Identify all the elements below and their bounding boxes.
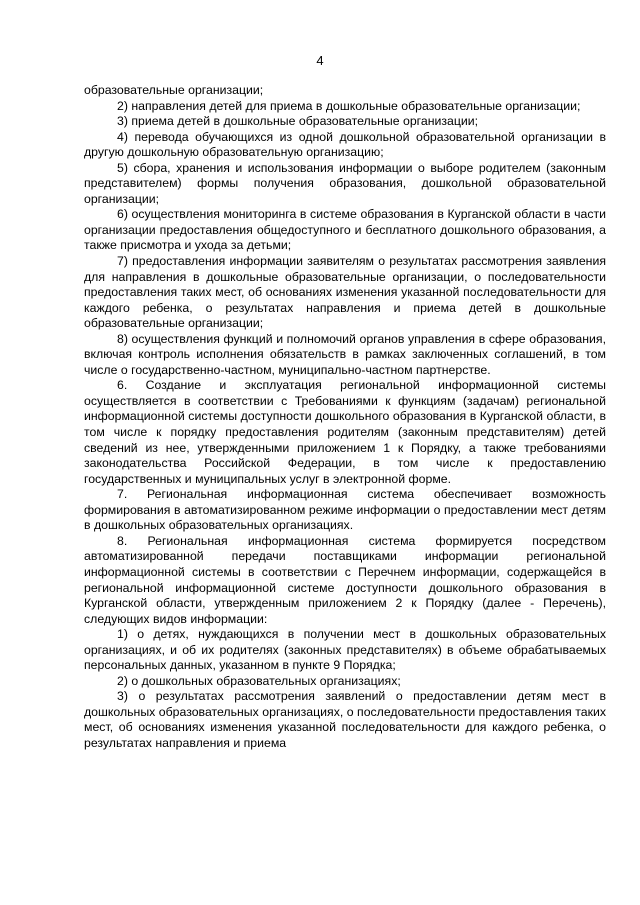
clause-6: 6. Создание и эксплуатация региональной информационной системы осуществляется в соответствии с Требованиями к функциям (задачам) региональной информационной системы доступности дошкольного образования в Курганской области, в том числе к порядку предоставления родителям (законным представителям) детей сведений из нее, утвержденными приложением 1 к Порядку, а также требованиями законодательства Российской Федерации, в том числе к предоставлению государственных и муниципальных услуг в электронной форме. <box>84 378 606 486</box>
clause-8-item-1: 1) о детях, нуждающихся в получении мест в дошкольных образовательных организациях, и об их родителях (законных представителях) в объеме обрабатываемых персональных данных, указанном в пункте 9 Порядка; <box>84 627 606 673</box>
document-body <box>84 83 606 752</box>
list-item-2: 2) направления детей для приема в дошкольные образовательные организации; <box>117 98 581 113</box>
clause-8: 8. Региональная информационная система формируется посредством автоматизированной передачи поставщиками информации региональной информационной системы в соответствии с Перечнем информации, содержащейся в региональной информационной системе доступности дошкольного образования в Курганской области, утвержденным приложением 2 к Порядку (далее - Перечень), следующих видов информации: <box>84 533 606 626</box>
list-item-6: 6) осуществления мониторинга в системе образования в Курганской области в части организации предоставления общедоступного и бесплатного дошкольного образования, а также присмотра и ухода за детьми; <box>84 207 606 253</box>
list-item-8: 8) осуществления функций и полномочий органов управления в сфере образования, включая контроль исполнения обязательств в рамках заключенных соглашений, в том числе о государственно-частном, муниципально-частном партнерстве. <box>84 331 606 377</box>
clause-8-item-2: 2) о дошкольных образовательных организациях; <box>117 673 401 688</box>
list-item-3: 3) приема детей в дошкольные образовательные организации; <box>117 114 479 129</box>
paragraph-continuation: образовательные организации; <box>84 83 264 97</box>
page-number: 4 <box>316 53 324 68</box>
list-item-7: 7) предоставления информации заявителям о результатах рассмотрения заявления для направления в дошкольные образовательные организации, о последовательности предоставления таких мест, об основаниях изменения указанной последовательности для каждого ребенка, о результатах направления и приема детей в дошкольные образовательные организации; <box>84 254 606 331</box>
clause-7: 7. Региональная информационная система обеспечивает возможность формирования в автоматизированном режиме информации о предоставлении мест детям в дошкольных образовательных организациях. <box>84 487 606 533</box>
clause-8-item-3: 3) о результатах рассмотрения заявлений о предоставлении детям мест в дошкольных образовательных организациях, о последовательности предоставления таких мест, об основаниях изменения указанной последовательности для каждого ребенка, о результатах направления и приема <box>84 689 606 750</box>
list-item-4: 4) перевода обучающихся из одной дошкольной образовательной организации в другую дошкольную образовательную организацию; <box>84 129 606 160</box>
list-item-5: 5) сбора, хранения и использования информации о выборе родителем (законным представителем) формы получения образования, дошкольной образовательной организации; <box>84 160 606 206</box>
